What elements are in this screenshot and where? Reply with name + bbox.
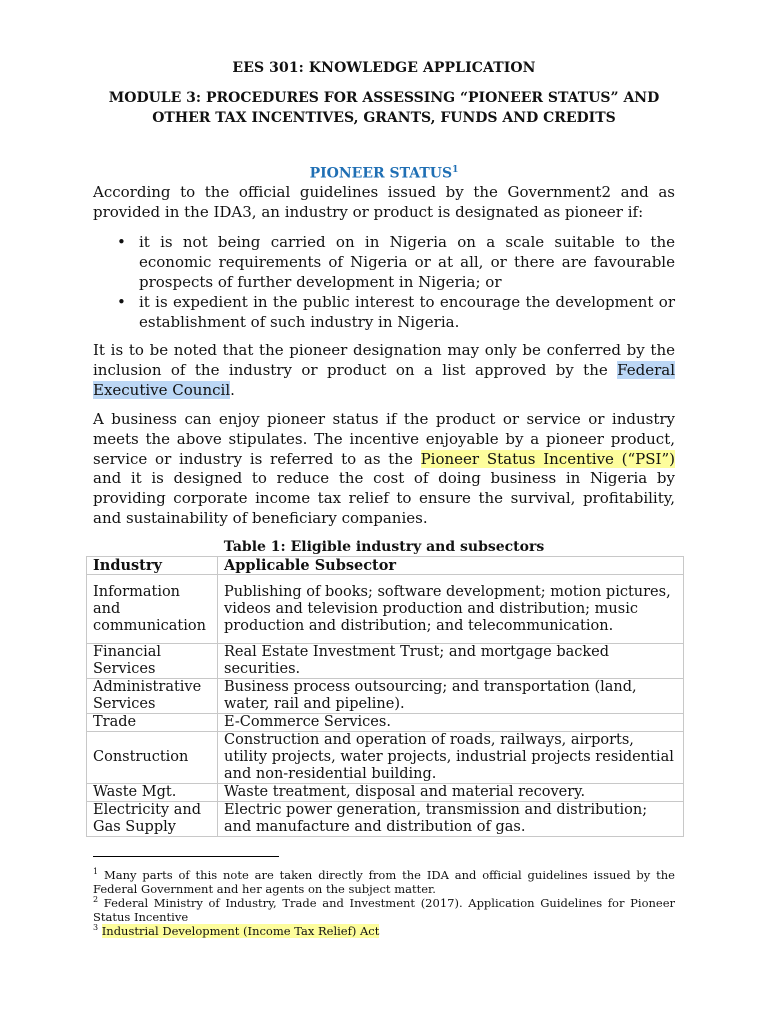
table-row (87, 714, 684, 732)
table-cell-industry: Administrative Services (87, 679, 218, 714)
table-row (87, 575, 684, 644)
module-title: MODULE 3: PROCEDURES FOR ASSESSING “PIONEER STATUS” AND OTHER TAX INCENTIVES, GRANTS, FUNDS AND CREDITS (108, 90, 660, 126)
eligible-industry-table (86, 556, 684, 837)
table-cell-industry: Waste Mgt. (87, 784, 218, 802)
footnote-2-number: 2 (93, 895, 99, 904)
section-title (0, 165, 768, 182)
table-row (87, 732, 684, 784)
table-cell-subsector: Real Estate Investment Trust; and mortgage backed securities. (218, 644, 684, 679)
footnote-1 (93, 865, 675, 896)
table-cell-subsector: Construction and operation of roads, railways, airports, utility projects, water projects, industrial projects residential and non-residential building. (218, 732, 684, 784)
table-header-subsector: Applicable Subsector (218, 557, 684, 575)
table-cell-subsector: Waste treatment, disposal and material recovery. (218, 784, 684, 802)
footnote-3-text: Industrial Development (Income Tax Relief) Act (101, 923, 380, 938)
table-cell-industry: Financial Services (87, 644, 218, 679)
footnote-1-text: Many parts of this note are taken directly from the IDA and official guidelines issued by the Federal Government and her agents on the subject matter. (93, 867, 675, 896)
section-title-text: PIONEER STATUS (309, 165, 453, 182)
section-title-footnote-ref: 1 (452, 165, 459, 175)
table-header-industry: Industry (87, 557, 218, 575)
bullet-icon: • (117, 293, 126, 311)
bullet-item-1: it is not being carried on in Nigeria on a scale suitable to the economic requirements of Nigeria or at all, or there are favourable prospects of further development in Nigeria; or (139, 233, 675, 291)
table-row (87, 802, 684, 837)
highlight-federal-executive-council: Federal Executive Council (93, 360, 675, 399)
footnote-2-text: Federal Ministry of Industry, Trade and Investment (2017). Application Guidelines for Pioneer Status Incentive (93, 895, 676, 924)
paragraph-2-text: It is to be noted that the pioneer designation may only be conferred by the inclusion of the industry or product on a list approved by the (93, 341, 675, 379)
bullet-item-2: it is expedient in the public interest to encourage the development or establishment of such industry in Nigeria. (139, 293, 675, 331)
table-cell-subsector: Publishing of books; software development; motion pictures, videos and television production and distribution; music production and distribution; and telecommunication. (218, 575, 684, 644)
footnote-1-number: 1 (93, 867, 99, 876)
course-title: EES 301: KNOWLEDGE APPLICATION (232, 60, 536, 76)
paragraph-2-end: . (230, 380, 235, 399)
bullet-icon: • (117, 233, 126, 251)
table-caption: Table 1: Eligible industry and subsectors (223, 539, 545, 555)
table-row (87, 644, 684, 679)
table-cell-industry: Information and communication (87, 575, 218, 644)
table-cell-industry: Construction (87, 732, 218, 784)
paragraph-3-text: A business can enjoy pioneer status if the product or service or industry meets the above stipulates. The incentive enjoyable by a pioneer product, service or industry is referred to as the (93, 410, 675, 468)
footnote-2 (93, 893, 675, 924)
footnote-3 (93, 921, 675, 938)
highlight-psi: Pioneer Status Incentive (“PSI”) (420, 449, 675, 468)
table-cell-industry: Trade (87, 714, 218, 732)
table-cell-industry: Electricity and Gas Supply (87, 802, 218, 837)
table-row (87, 679, 684, 714)
footnote-3-number: 3 (93, 923, 99, 932)
footnote-divider (93, 856, 279, 857)
table-cell-subsector: E-Commerce Services. (218, 714, 684, 732)
table-header-row (87, 557, 684, 575)
intro-paragraph: According to the official guidelines issued by the Government2 and as provided in the IDA3, an industry or product is designated as pioneer if: (93, 183, 675, 221)
paragraph-3-end: and it is designed to reduce the cost of doing business in Nigeria by providing corporate income tax relief to ensure the survival, profitability, and sustainability of beneficiary companies. (93, 469, 675, 527)
table-row (87, 784, 684, 802)
table-cell-subsector: Electric power generation, transmission and distribution; and manufacture and distribution of gas. (218, 802, 684, 837)
paragraph-2 (93, 341, 675, 400)
table-cell-subsector: Business process outsourcing; and transportation (land, water, rail and pipeline). (218, 679, 684, 714)
paragraph-3 (93, 410, 675, 529)
